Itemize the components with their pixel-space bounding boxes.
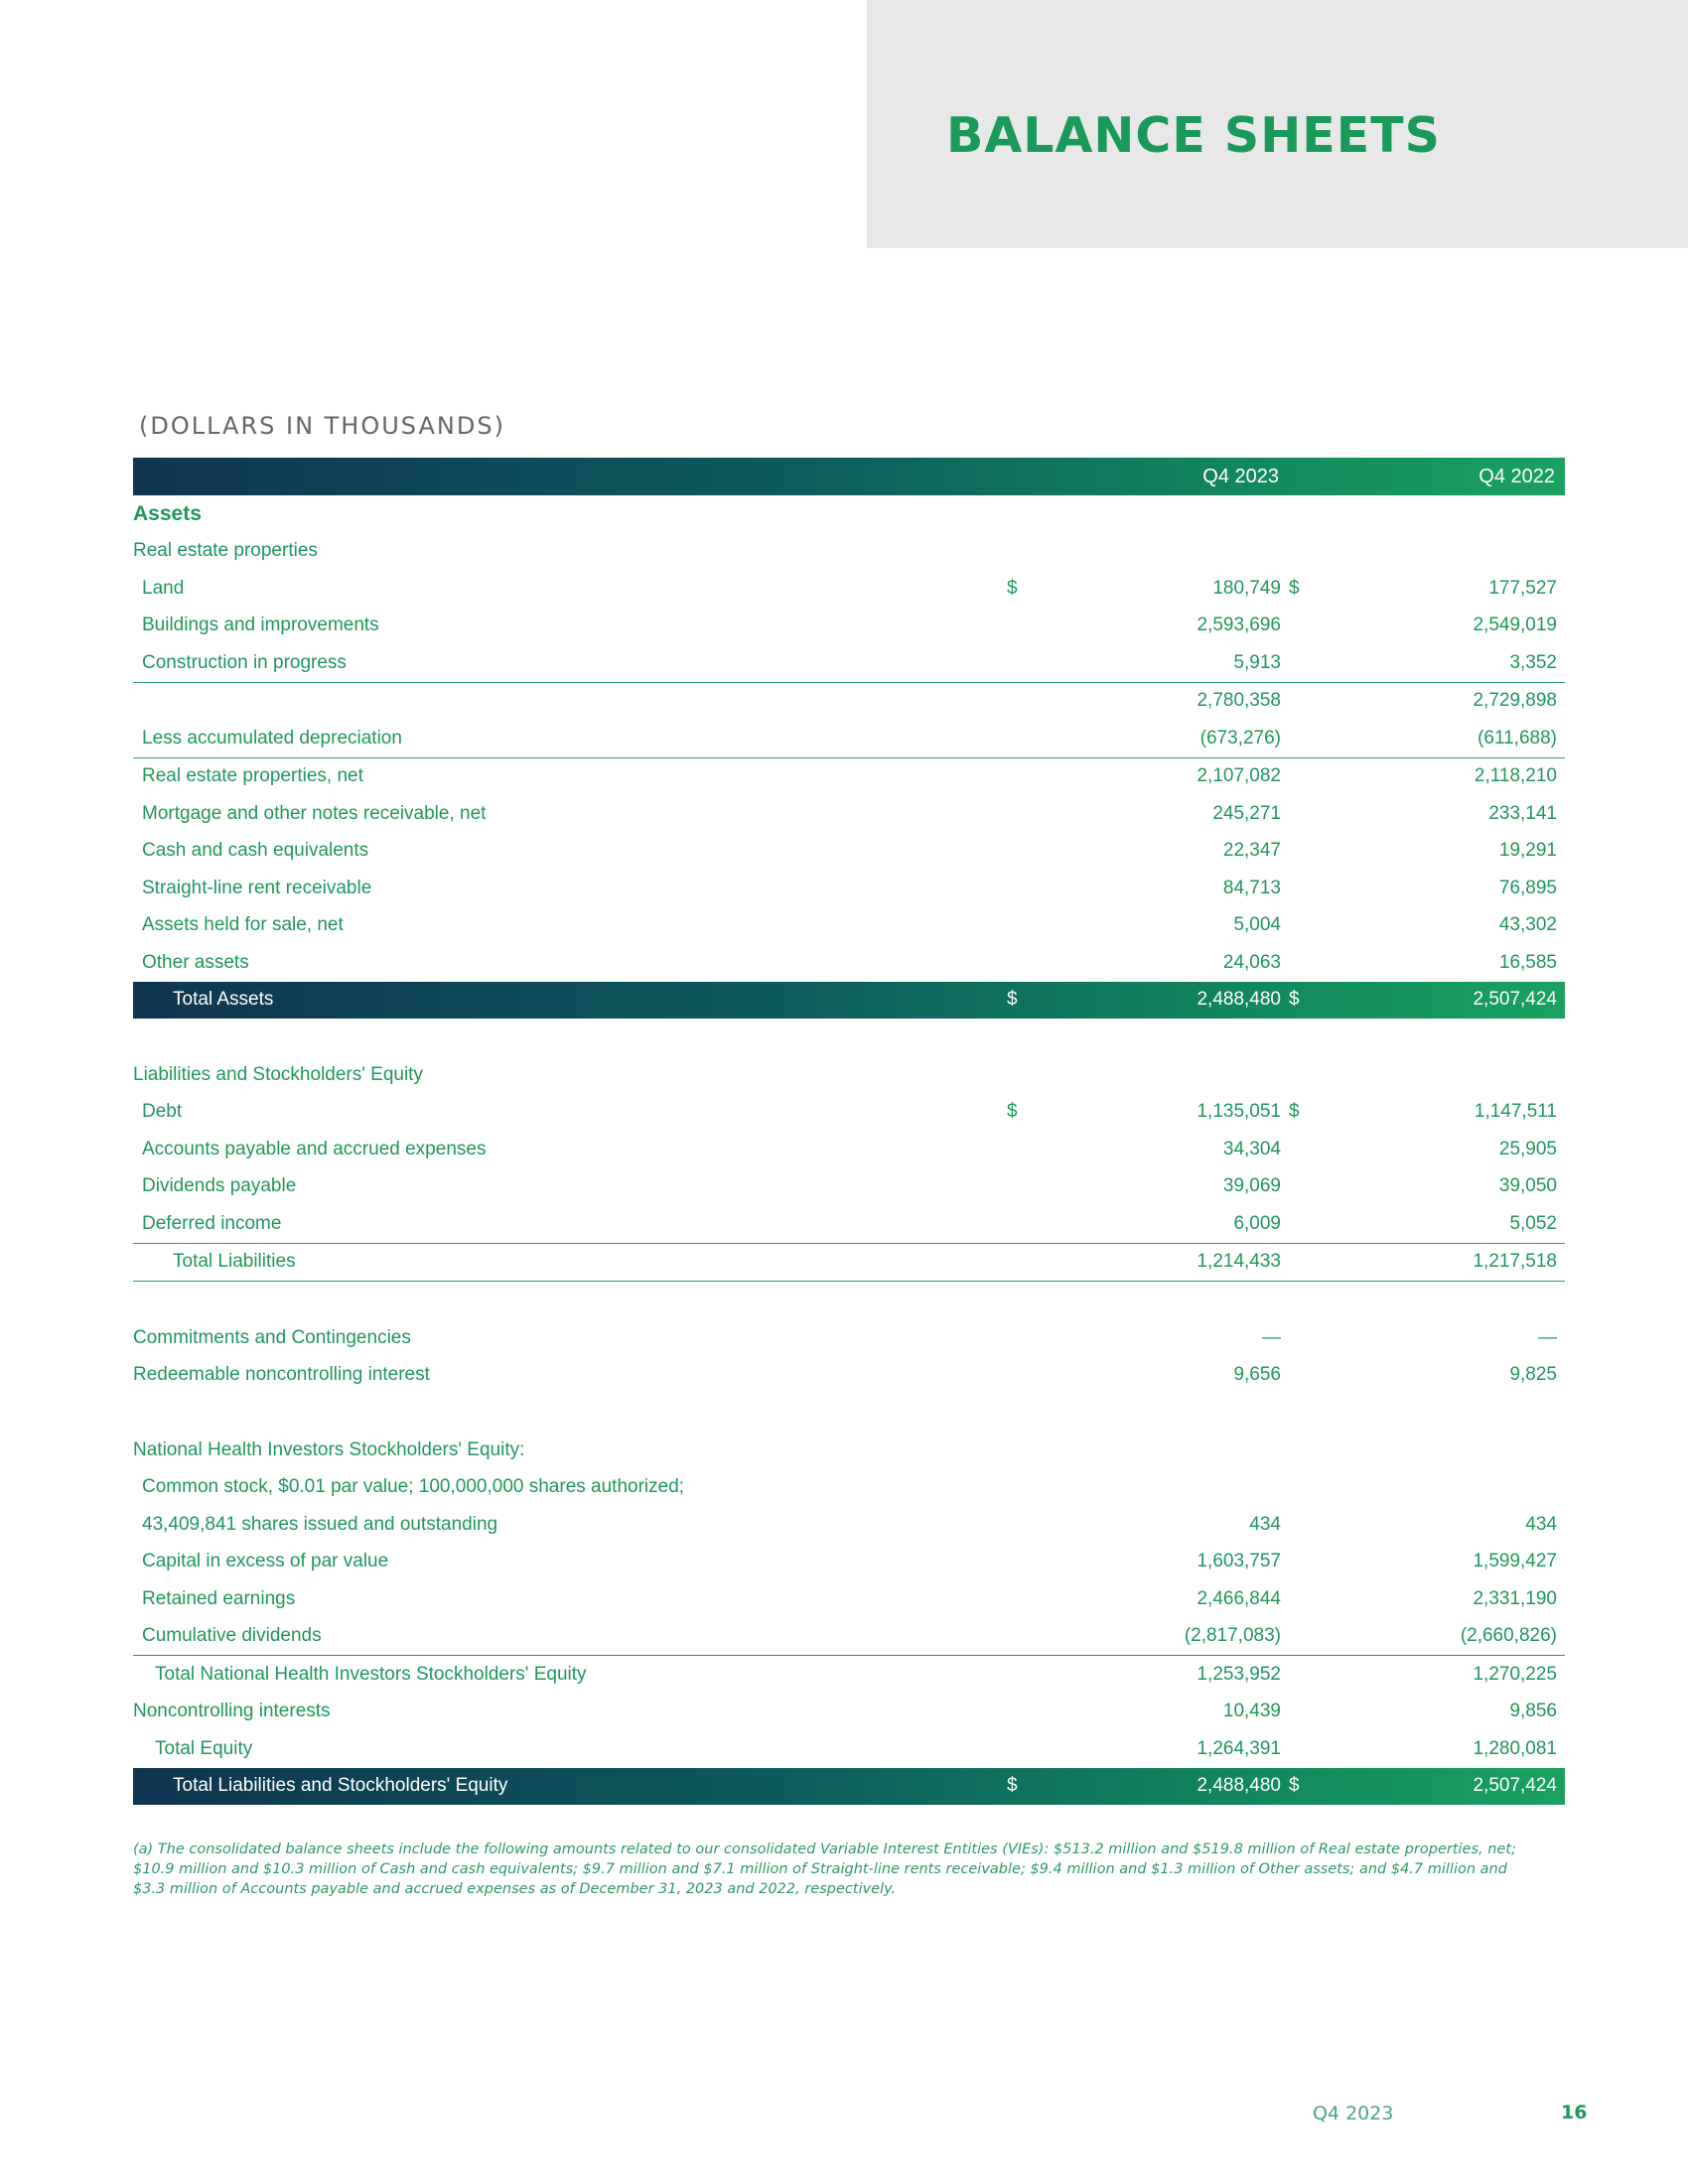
column-header-q4-2022: Q4 2022 [1478,465,1555,487]
table-row [133,870,1565,907]
row-label: Total Liabilities [133,1243,1007,1282]
table-row [133,944,1565,982]
total-assets-row [133,982,1565,1020]
page-title: BALANCE SHEETS [946,107,1441,164]
value-q4-2023: 5,004 [1233,914,1281,936]
value-q4-2022: 233,141 [1488,802,1557,824]
value-q4-2022: 177,527 [1488,577,1557,599]
value-q4-2022: — [1538,1326,1557,1348]
value-q4-2022: 39,050 [1498,1175,1557,1197]
row-label: Other assets [142,951,249,973]
table-row [133,833,1565,871]
value-q4-2022: 9,856 [1509,1701,1557,1722]
row-label: Cumulative dividends [133,1618,1007,1656]
liabilities-heading: Liabilities and Stockholders' Equity [133,1063,423,1085]
value-q4-2023: 6,009 [1037,1205,1289,1243]
table-row [133,1319,1565,1357]
table-row [133,608,1565,645]
value-q4-2023: 1,214,433 [1037,1243,1289,1282]
table-row [133,1094,1565,1132]
currency-symbol: $ [1007,989,1018,1011]
row-label: 43,409,841 shares issued and outstanding [142,1513,498,1535]
table-row [133,570,1565,608]
row-label: Buildings and improvements [142,614,379,636]
column-header-q4-2023: Q4 2023 [1202,465,1279,487]
row-label: Real estate properties, net [142,765,363,787]
value-q4-2022: 2,118,210 [1474,765,1557,787]
row-label: Straight-line rent receivable [142,877,372,898]
table-row [133,795,1565,833]
table-row [133,644,1565,682]
table-row [133,1544,1565,1581]
row-label: Less accumulated depreciation [133,720,1007,757]
subtotal-row [133,1730,1565,1768]
table-row [133,1131,1565,1168]
value-q4-2023: 2,488,480 [1196,989,1281,1011]
value-q4-2022: 19,291 [1498,840,1557,862]
row-label: Assets held for sale, net [142,914,344,936]
section-heading-row [133,1432,1565,1469]
table-row [133,1694,1565,1731]
table-row [133,757,1565,795]
table-row [133,1205,1565,1243]
currency-symbol: $ [1289,1101,1300,1123]
table-row [133,1168,1565,1206]
value-q4-2023: 34,304 [1222,1138,1281,1160]
row-label: Land [142,577,185,599]
currency-symbol: $ [1007,577,1018,599]
value-q4-2023: 1,603,757 [1196,1551,1281,1572]
row-label: Deferred income [133,1205,1007,1243]
title-banner [867,0,1688,248]
value-q4-2023: 2,107,082 [1196,765,1281,787]
value-q4-2023: 2,488,480 [1196,1775,1281,1797]
row-label: Total National Health Investors Stockholders' Equity [155,1663,587,1685]
value-q4-2023: 22,347 [1222,840,1281,862]
value-q4-2023: 180,749 [1212,577,1281,599]
table-row [133,1469,1565,1507]
table-row [133,1618,1565,1656]
currency-symbol: $ [1289,577,1300,599]
value-q4-2023: (673,276) [1037,720,1289,757]
value-q4-2023: 2,593,696 [1196,614,1281,636]
value-q4-2022: (611,688) [1319,720,1565,757]
value-q4-2023: 24,063 [1222,951,1281,973]
value-q4-2023: (2,817,083) [1037,1618,1289,1656]
row-label: Capital in excess of par value [142,1551,389,1572]
value-q4-2023: — [1262,1326,1281,1348]
assets-heading: Assets [133,501,202,525]
subtotal-row [133,1656,1565,1694]
footer-period: Q4 2023 [1313,2103,1394,2124]
units-label: (DOLLARS IN THOUSANDS) [139,412,505,440]
table-row [133,1357,1565,1395]
row-label: Mortgage and other notes receivable, net [142,802,487,824]
value-q4-2023: 245,271 [1212,802,1281,824]
value-q4-2023: 434 [1249,1513,1281,1535]
total-liabilities-equity-row [133,1768,1565,1806]
currency-symbol: $ [1289,1775,1300,1797]
row-label: Accounts payable and accrued expenses [142,1138,487,1160]
row-label: Total Assets [173,989,274,1011]
value-q4-2022: 2,331,190 [1473,1587,1557,1609]
value-q4-2023: 39,069 [1222,1175,1281,1197]
footnote: (a) The consolidated balance sheets include the following amounts related to our consolidated Variable Interest Entities (VIEs): $513.2 million and $519.8 million of Real estate properties, net; $10.9 million and $10.3 million of Cash and cash equivalents; $9.7 million and $7.1 million of Straight-line rents receivable; $9.4 million and $1.3 million of Other assets; and $4.7 million and $3.3 million of Accounts payable and accrued expenses as of December 31, 2023 and 2022, respectively. [133,1842,1516,1897]
table-row [133,1506,1565,1544]
row-label: Dividends payable [142,1175,297,1197]
page-number: 16 [1561,2102,1588,2123]
subtotal-row [133,682,1565,720]
currency-symbol: $ [1007,1101,1018,1123]
table-row [133,720,1565,757]
value-q4-2022: 1,599,427 [1473,1551,1557,1572]
subsection-heading-row [133,533,1565,571]
value-q4-2022: 43,302 [1498,914,1557,936]
value-q4-2022: 1,217,518 [1319,1243,1565,1282]
value-q4-2022: 9,825 [1509,1364,1557,1386]
value-q4-2022: 76,895 [1498,877,1557,898]
row-label: Retained earnings [142,1587,296,1609]
row-label: Total Liabilities and Stockholders' Equity [173,1775,508,1797]
value-q4-2023: 2,466,844 [1196,1587,1281,1609]
value-q4-2023: 1,264,391 [1196,1737,1281,1759]
row-label: Common stock, $0.01 par value; 100,000,000 shares authorized; [142,1476,685,1498]
value-q4-2023: 10,439 [1222,1701,1281,1722]
currency-symbol: $ [1007,1775,1018,1797]
value-q4-2022: 2,549,019 [1473,614,1557,636]
currency-symbol: $ [1289,989,1300,1011]
row-label: Noncontrolling interests [133,1701,331,1722]
row-label: Commitments and Contingencies [133,1326,411,1348]
value-q4-2022: 2,507,424 [1473,1775,1557,1797]
value-q4-2023: 2,780,358 [1196,690,1281,712]
section-heading-row [133,495,1565,533]
value-q4-2023: 1,135,051 [1196,1101,1281,1123]
value-q4-2022: (2,660,826) [1319,1618,1565,1656]
row-label: Total Equity [155,1737,253,1759]
value-q4-2022: 1,147,511 [1474,1101,1557,1123]
value-q4-2022: 25,905 [1498,1138,1557,1160]
row-label: Debt [142,1101,183,1123]
table-row [133,907,1565,945]
row-label: Redeemable noncontrolling interest [133,1364,430,1386]
row-label: Construction in progress [133,644,1007,682]
row-label: Cash and cash equivalents [142,840,369,862]
column-header-row [133,458,1565,495]
value-q4-2022: 1,280,081 [1473,1737,1557,1759]
value-q4-2022: 1,270,225 [1473,1663,1557,1685]
section-heading-row [133,1056,1565,1094]
total-liabilities-row [133,1243,1565,1282]
value-q4-2023: 84,713 [1222,877,1281,898]
value-q4-2022: 16,585 [1498,951,1557,973]
value-q4-2023: 9,656 [1233,1364,1281,1386]
value-q4-2023: 1,253,952 [1196,1663,1281,1685]
value-q4-2022: 3,352 [1319,644,1565,682]
value-q4-2022: 434 [1525,1513,1557,1535]
balance-sheet-table [133,458,1565,1805]
value-q4-2022: 2,507,424 [1473,989,1557,1011]
value-q4-2023: 5,913 [1037,644,1289,682]
real-estate-heading: Real estate properties [133,540,318,562]
value-q4-2022: 5,052 [1319,1205,1565,1243]
table-row [133,1580,1565,1618]
value-q4-2022: 2,729,898 [1473,690,1557,712]
equity-heading: National Health Investors Stockholders' Equity: [133,1438,525,1460]
